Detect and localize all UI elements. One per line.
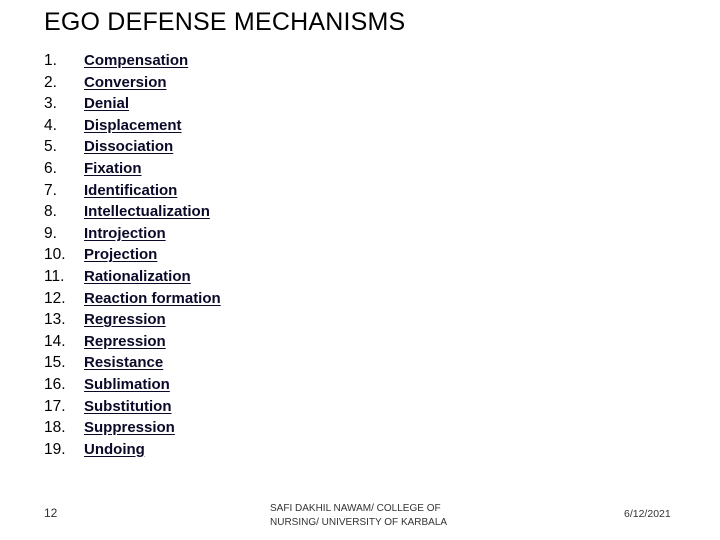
slide-page-number: 12 bbox=[44, 506, 58, 520]
list-item bbox=[44, 50, 221, 72]
mechanism-link[interactable]: Compensation bbox=[84, 52, 189, 69]
list-item bbox=[44, 374, 221, 396]
list-item bbox=[44, 244, 221, 266]
mechanism-link[interactable]: Sublimation bbox=[84, 375, 170, 393]
mechanism-link[interactable]: Resistance bbox=[84, 354, 164, 372]
mechanism-link[interactable]: Suppression bbox=[84, 419, 175, 437]
mechanism-link[interactable]: Rationalization bbox=[84, 267, 191, 285]
list-item bbox=[44, 417, 221, 439]
item-number: 9. bbox=[44, 224, 57, 242]
mechanism-link[interactable]: Reaction formation bbox=[84, 289, 221, 307]
mechanism-link[interactable]: Regression bbox=[84, 311, 166, 329]
item-number: 8. bbox=[44, 203, 57, 221]
list-item bbox=[44, 72, 221, 94]
list-item bbox=[44, 331, 221, 353]
list-item bbox=[44, 136, 221, 158]
list-item bbox=[44, 396, 221, 418]
item-number: 7. bbox=[44, 181, 57, 199]
item-number: 15. bbox=[44, 354, 66, 372]
list-item bbox=[44, 201, 221, 223]
item-number: 14. bbox=[44, 332, 66, 350]
item-number: 12. bbox=[44, 289, 66, 307]
mechanism-link[interactable]: Intellectualization bbox=[84, 203, 210, 221]
item-number: 10. bbox=[44, 246, 66, 264]
item-number: 16. bbox=[44, 375, 66, 393]
item-number: 17. bbox=[44, 397, 66, 415]
list-item bbox=[44, 93, 221, 115]
list-item bbox=[44, 439, 221, 461]
mechanism-link[interactable]: Projection bbox=[84, 246, 158, 264]
mechanism-link[interactable]: Undoing bbox=[84, 440, 145, 458]
mechanism-link[interactable]: Denial bbox=[84, 95, 130, 113]
mechanism-link[interactable]: Repression bbox=[84, 332, 166, 350]
list-item bbox=[44, 223, 221, 245]
list-item bbox=[44, 158, 221, 180]
slide-title: EGO DEFENSE MECHANISMS bbox=[44, 8, 406, 36]
item-number: 2. bbox=[44, 73, 57, 91]
list-item bbox=[44, 288, 221, 310]
item-number: 6. bbox=[44, 159, 57, 177]
footer-date: 6/12/2021 bbox=[624, 508, 671, 520]
item-number: 19. bbox=[44, 440, 66, 458]
mechanism-link[interactable]: Identification bbox=[84, 181, 178, 199]
item-number: 18. bbox=[44, 419, 66, 437]
item-number: 4. bbox=[44, 116, 57, 134]
mechanism-link[interactable]: Displacement bbox=[84, 116, 182, 134]
mechanism-link[interactable]: Substitution bbox=[84, 397, 172, 415]
footer-line-2: NURSING/ UNIVERSITY OF KARBALA bbox=[270, 517, 448, 528]
mechanism-link[interactable]: Dissociation bbox=[84, 138, 174, 156]
item-number: 11. bbox=[44, 267, 65, 285]
mechanism-link[interactable]: Fixation bbox=[84, 159, 142, 177]
list-item bbox=[44, 266, 221, 288]
mechanism-link[interactable]: Conversion bbox=[84, 73, 167, 91]
list-item bbox=[44, 115, 221, 137]
list-item bbox=[44, 180, 221, 202]
item-number: 5. bbox=[44, 138, 57, 156]
list-item bbox=[44, 309, 221, 331]
item-number: 3. bbox=[44, 95, 57, 113]
list-item bbox=[44, 352, 221, 374]
mechanism-link[interactable]: Introjection bbox=[84, 224, 166, 242]
footer-line-1: SAFI DAKHIL NAWAM/ COLLEGE OF bbox=[270, 503, 441, 514]
footer-author-affiliation bbox=[270, 502, 470, 530]
item-number: 1. bbox=[44, 52, 57, 69]
item-number: 13. bbox=[44, 311, 66, 329]
defense-mechanisms-list bbox=[44, 50, 221, 460]
